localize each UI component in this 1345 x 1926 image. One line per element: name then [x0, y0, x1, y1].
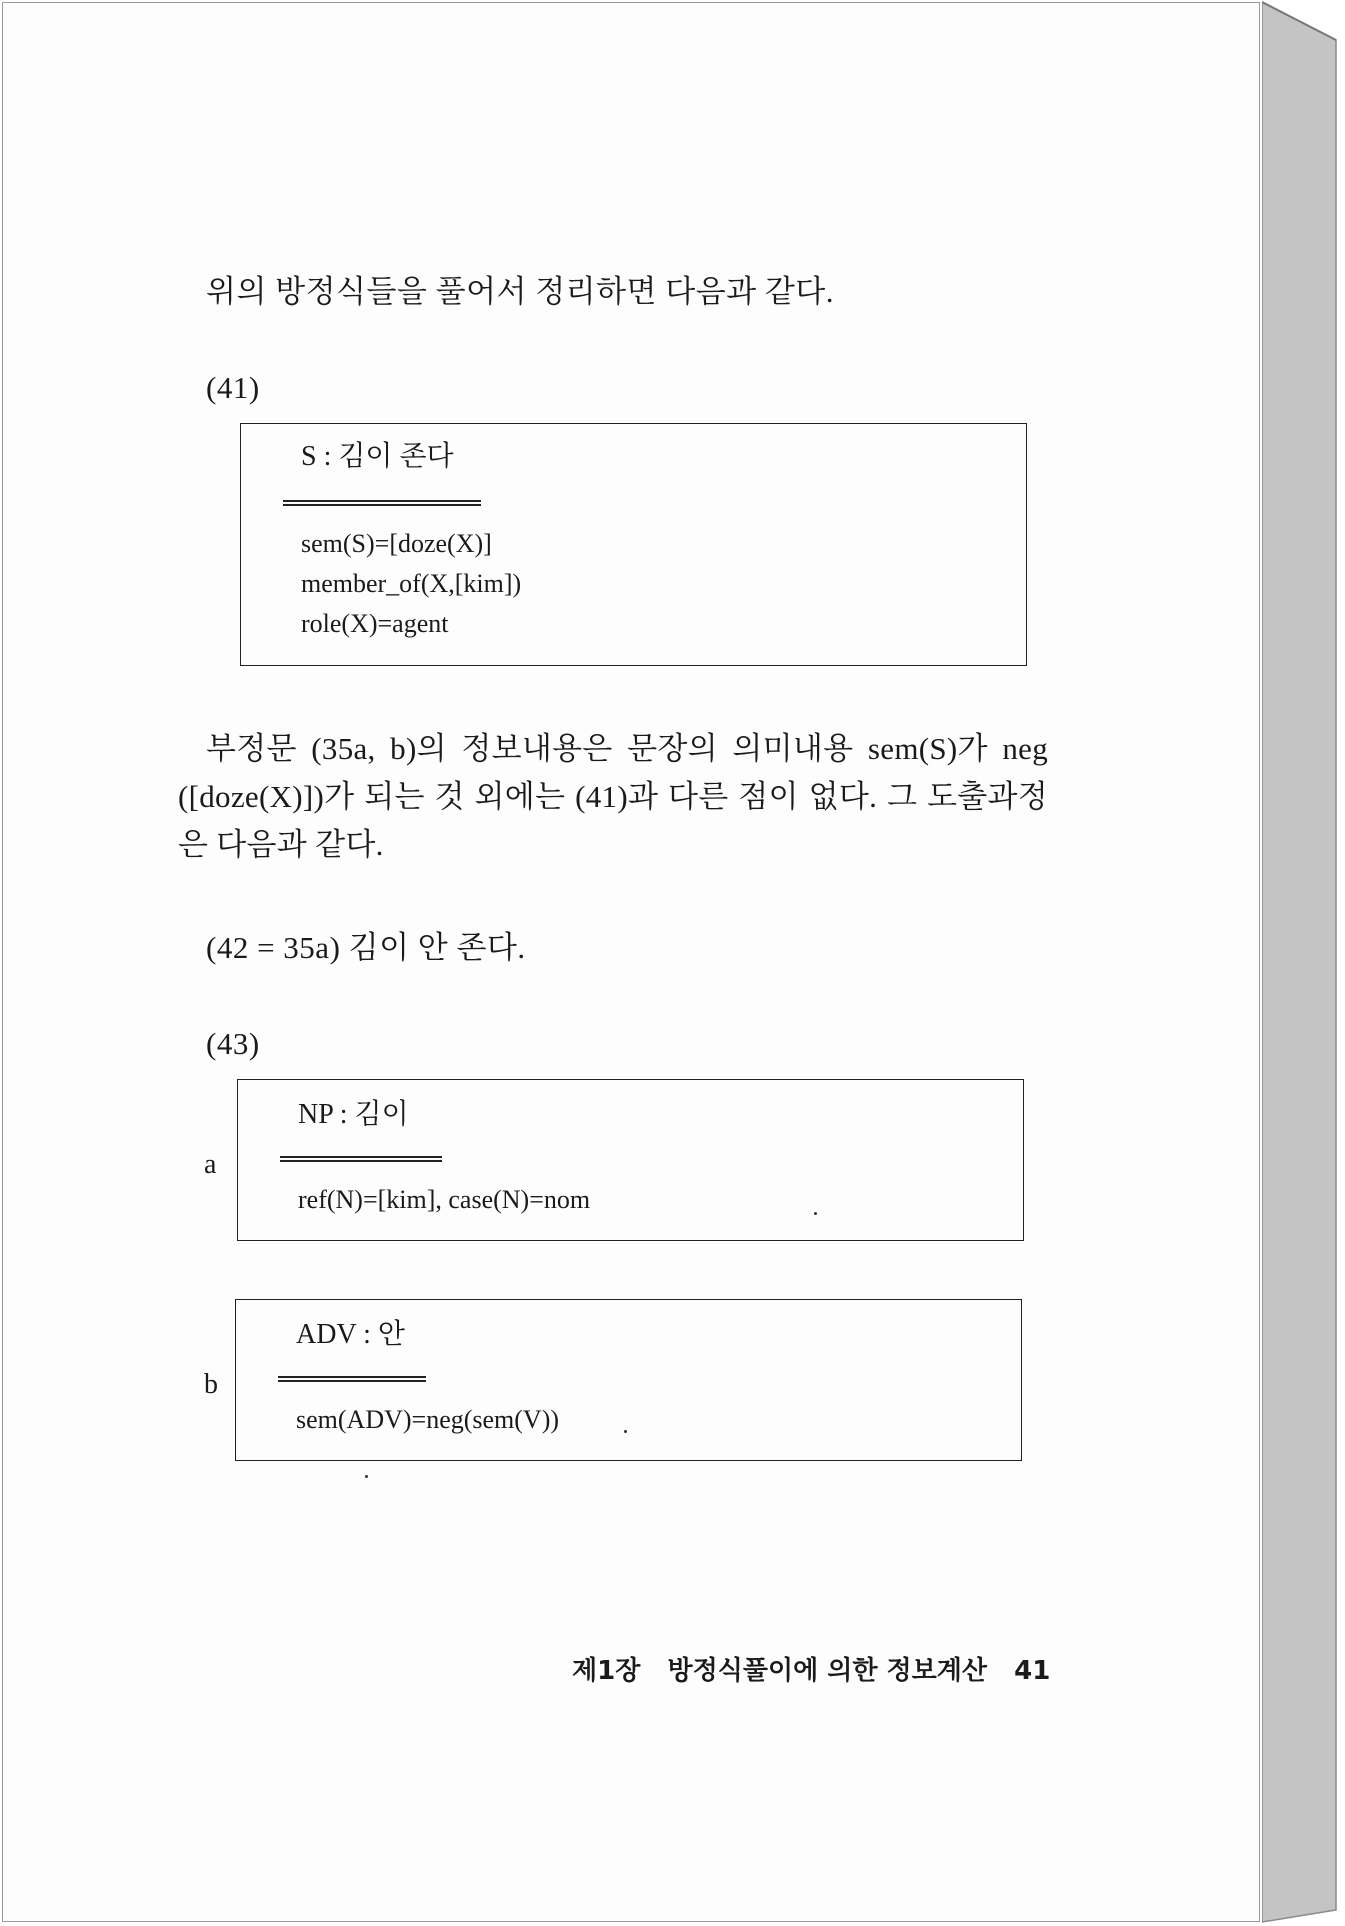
footer-title: 방정식풀이에 의한 정보계산 [667, 1656, 987, 1686]
example-43b-marker: b [204, 1369, 218, 1400]
running-footer [572, 1654, 1050, 1688]
example-43-label: (43) [206, 1026, 260, 1061]
example-43b-line: sem(ADV)=neg(sem(V)) [296, 1405, 560, 1434]
example-43a-title: NP : 김이 [298, 1099, 409, 1130]
example-41-box [240, 423, 1027, 666]
example-41-line-member: member_of(X,[kim]) [301, 569, 522, 598]
example-41-line-role: role(X)=agent [301, 609, 449, 638]
example-41-title: S : 김이 존다 [301, 441, 454, 472]
example-43b-title: ADV : 안 [296, 1319, 405, 1350]
example-43b-box [235, 1299, 1022, 1461]
footer-chapter: 제1장 [572, 1656, 641, 1686]
page-stack-edge [1262, 0, 1344, 1926]
example-41-line-sem: sem(S)=[doze(X)] [301, 529, 492, 558]
example-42-sentence: (42 = 35a) 김이 안 존다. [206, 930, 526, 965]
scan-speck [624, 1430, 627, 1433]
example-43a-box [237, 1079, 1024, 1241]
negation-paragraph: 부정문 (35a, b)의 정보내용은 문장의 의미내용 sem(S)가 neg ([doze(X)])가 되는 것 외에는 (41)과 다른 점이 없다. 그 도출과정은 다음과 같다. [178, 731, 1048, 862]
example-43a-double-rule [280, 1156, 442, 1162]
page-number: 41 [1014, 1656, 1051, 1686]
example-43a-line: ref(N)=[kim], case(N)=nom [298, 1185, 591, 1214]
example-41-double-rule [283, 500, 481, 506]
example-43b-double-rule [278, 1376, 426, 1382]
example-41-label: (41) [206, 370, 260, 405]
intro-sentence: 위의 방정식들을 풀어서 정리하면 다음과 같다. [206, 274, 834, 309]
scan-speck [814, 1212, 817, 1215]
example-43a-marker: a [204, 1149, 217, 1180]
scan-speck [365, 1475, 368, 1478]
